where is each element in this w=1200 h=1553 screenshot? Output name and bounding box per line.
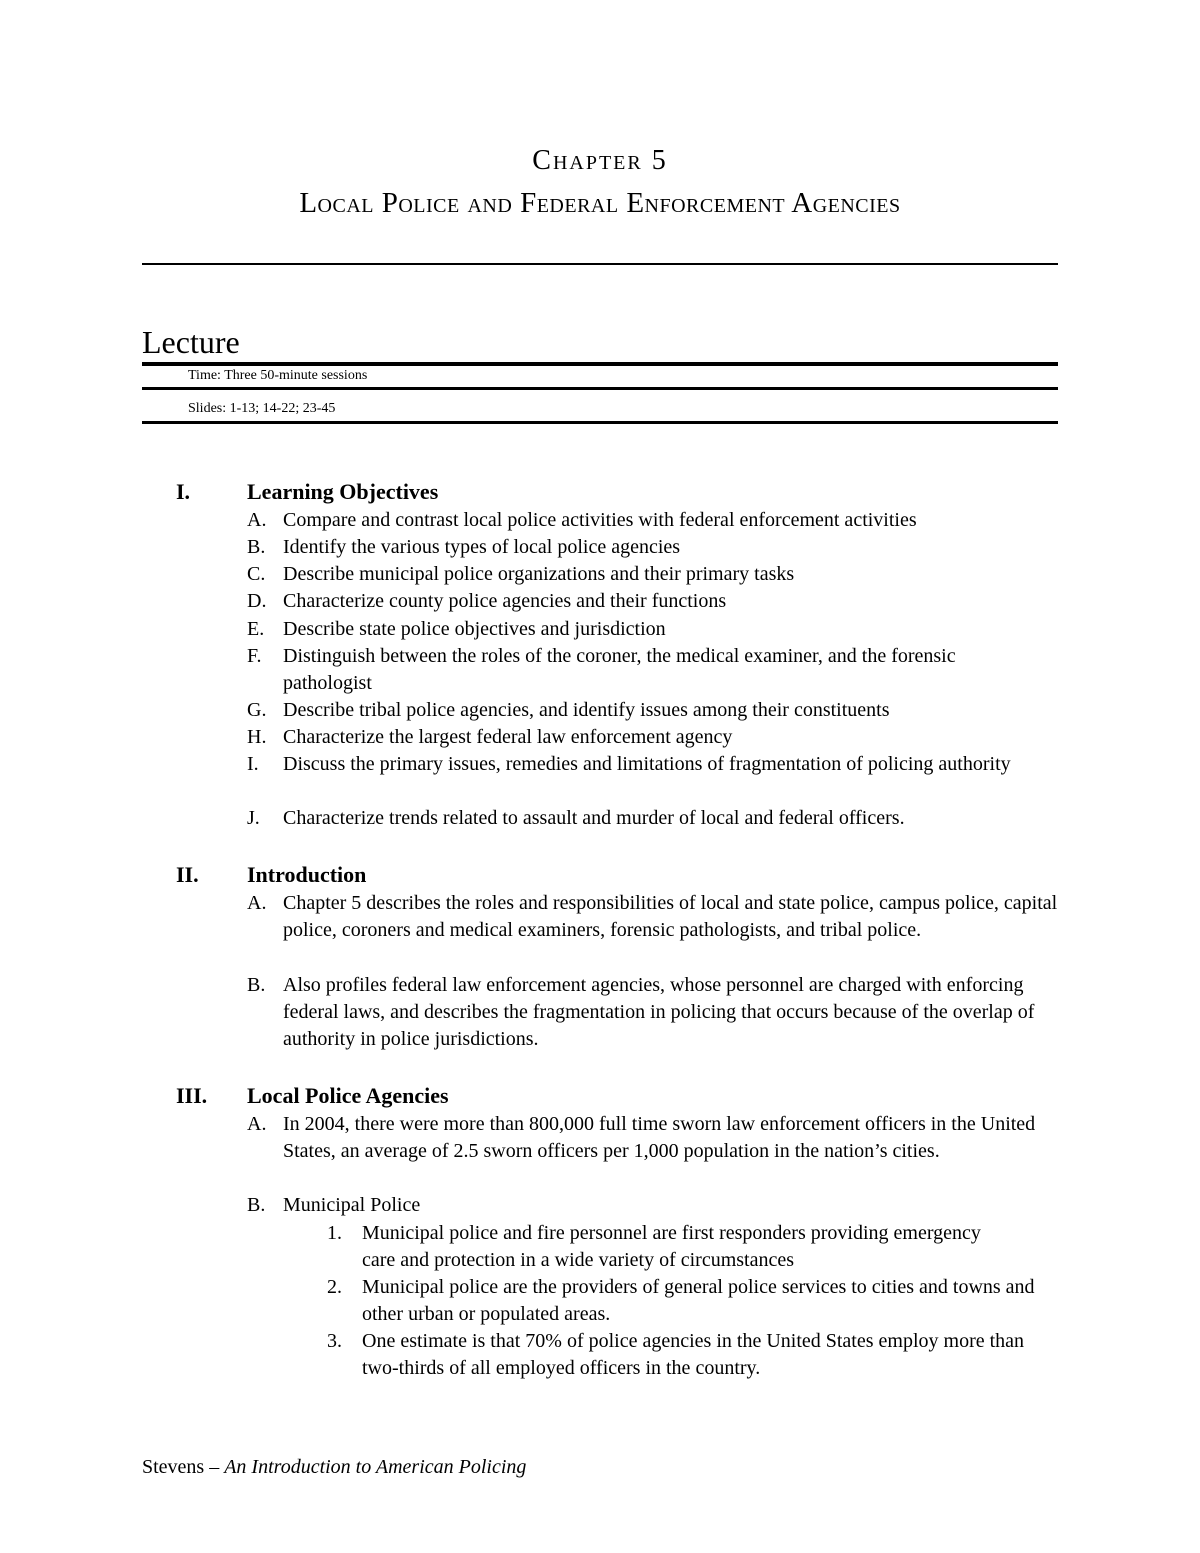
- item-text: Chapter 5 describes the roles and responsibilities of local and state police, campus police, capital police, coroners and medical examiners, forensic pathologists, and tribal police.: [283, 892, 1058, 941]
- section-title-objectives: Learning Objectives: [247, 479, 439, 504]
- list-item: [247, 1111, 1053, 1165]
- sub-list-item: [327, 1274, 1057, 1328]
- list-item: [247, 724, 1047, 751]
- item-label: J.: [247, 807, 260, 829]
- item-text: Municipal Police: [283, 1194, 421, 1216]
- lecture-rule-top: [142, 362, 1058, 366]
- item-text: Characterize county police agencies and their functions: [283, 590, 727, 612]
- page-footer: [142, 1456, 526, 1479]
- list-item: [247, 751, 1055, 778]
- chapter-number: Chapter 5: [532, 145, 668, 176]
- item-text: Distinguish between the roles of the coroner, the medical examiner, and the forensic pathologist: [283, 645, 956, 694]
- sub-list-item: [327, 1220, 1007, 1274]
- list-item: [247, 588, 1047, 615]
- item-text: Compare and contrast local police activities with federal enforcement activities: [283, 509, 917, 531]
- item-label: B.: [247, 974, 266, 996]
- item-label: C.: [247, 563, 266, 585]
- item-text: In 2004, there were more than 800,000 full time sworn law enforcement officers in the United States, an average of 2.5 sworn officers per 1,000 population in the nation’s cities.: [283, 1113, 1036, 1162]
- footer-author: Stevens –: [142, 1456, 225, 1478]
- list-item: [247, 890, 1059, 944]
- lecture-heading: Lecture: [142, 324, 240, 360]
- section-number: II.: [176, 862, 199, 887]
- item-label: A.: [247, 892, 267, 914]
- item-text: Describe municipal police organizations and their primary tasks: [283, 563, 795, 585]
- list-item: [247, 507, 1047, 534]
- list-item: [247, 616, 1047, 643]
- item-text: One estimate is that 70% of police agencies in the United States employ more than two-thirds of all employed officers in the country.: [362, 1330, 1025, 1379]
- item-label: G.: [247, 699, 267, 721]
- item-label: 1.: [327, 1222, 342, 1244]
- lecture-time: Time: Three 50-minute sessions: [188, 368, 368, 383]
- section-title-local-police: Local Police Agencies: [247, 1083, 449, 1108]
- item-text: Municipal police and fire personnel are first responders providing emergency care and protection in a wide variety of circumstances: [362, 1222, 981, 1271]
- item-label: I.: [247, 753, 259, 775]
- section-number: III.: [176, 1083, 208, 1108]
- item-label: 2.: [327, 1276, 342, 1298]
- title-divider: [142, 263, 1058, 265]
- item-label: B.: [247, 536, 266, 558]
- section-title-introduction: Introduction: [247, 862, 367, 887]
- item-text: Also profiles federal law enforcement agencies, whose personnel are charged with enforcing federal laws, and describes the fragmentation in policing that occurs because of the overlap of authority in police jurisdictions.: [283, 974, 1035, 1050]
- item-text: Discuss the primary issues, remedies and limitations of fragmentation of policing authority: [283, 753, 1011, 775]
- item-text: Municipal police are the providers of general police services to cities and towns and other urban or populated areas.: [362, 1276, 1035, 1325]
- item-label: H.: [247, 726, 267, 748]
- item-label: D.: [247, 590, 267, 612]
- chapter-title: Local Police and Federal Enforcement Agencies: [299, 187, 901, 219]
- item-label: A.: [247, 1113, 267, 1135]
- sub-list-item: [327, 1328, 1052, 1382]
- lecture-rule-middle: [142, 387, 1058, 390]
- item-label: E.: [247, 618, 265, 640]
- list-item: [247, 643, 1022, 697]
- item-label: A.: [247, 509, 267, 531]
- item-text: Identify the various types of local police agencies: [283, 536, 681, 558]
- item-text: Characterize trends related to assault and murder of local and federal officers.: [283, 807, 905, 829]
- list-item: [247, 1192, 1047, 1219]
- list-item: [247, 534, 1047, 561]
- list-item: [247, 972, 1065, 1053]
- list-item: [247, 805, 1047, 832]
- lecture-rule-bottom: [142, 421, 1058, 424]
- item-label: B.: [247, 1194, 266, 1216]
- item-text: Describe state police objectives and jurisdiction: [283, 618, 666, 640]
- list-item: [247, 561, 1047, 588]
- lecture-slides: Slides: 1-13; 14-22; 23-45: [188, 401, 336, 416]
- footer-book-title: An Introduction to American Policing: [224, 1456, 527, 1478]
- section-number: I.: [176, 479, 191, 504]
- list-item: [247, 697, 1047, 724]
- item-text: Characterize the largest federal law enforcement agency: [283, 726, 733, 748]
- item-text: Describe tribal police agencies, and identify issues among their constituents: [283, 699, 890, 721]
- item-label: 3.: [327, 1330, 342, 1352]
- item-label: F.: [247, 645, 262, 667]
